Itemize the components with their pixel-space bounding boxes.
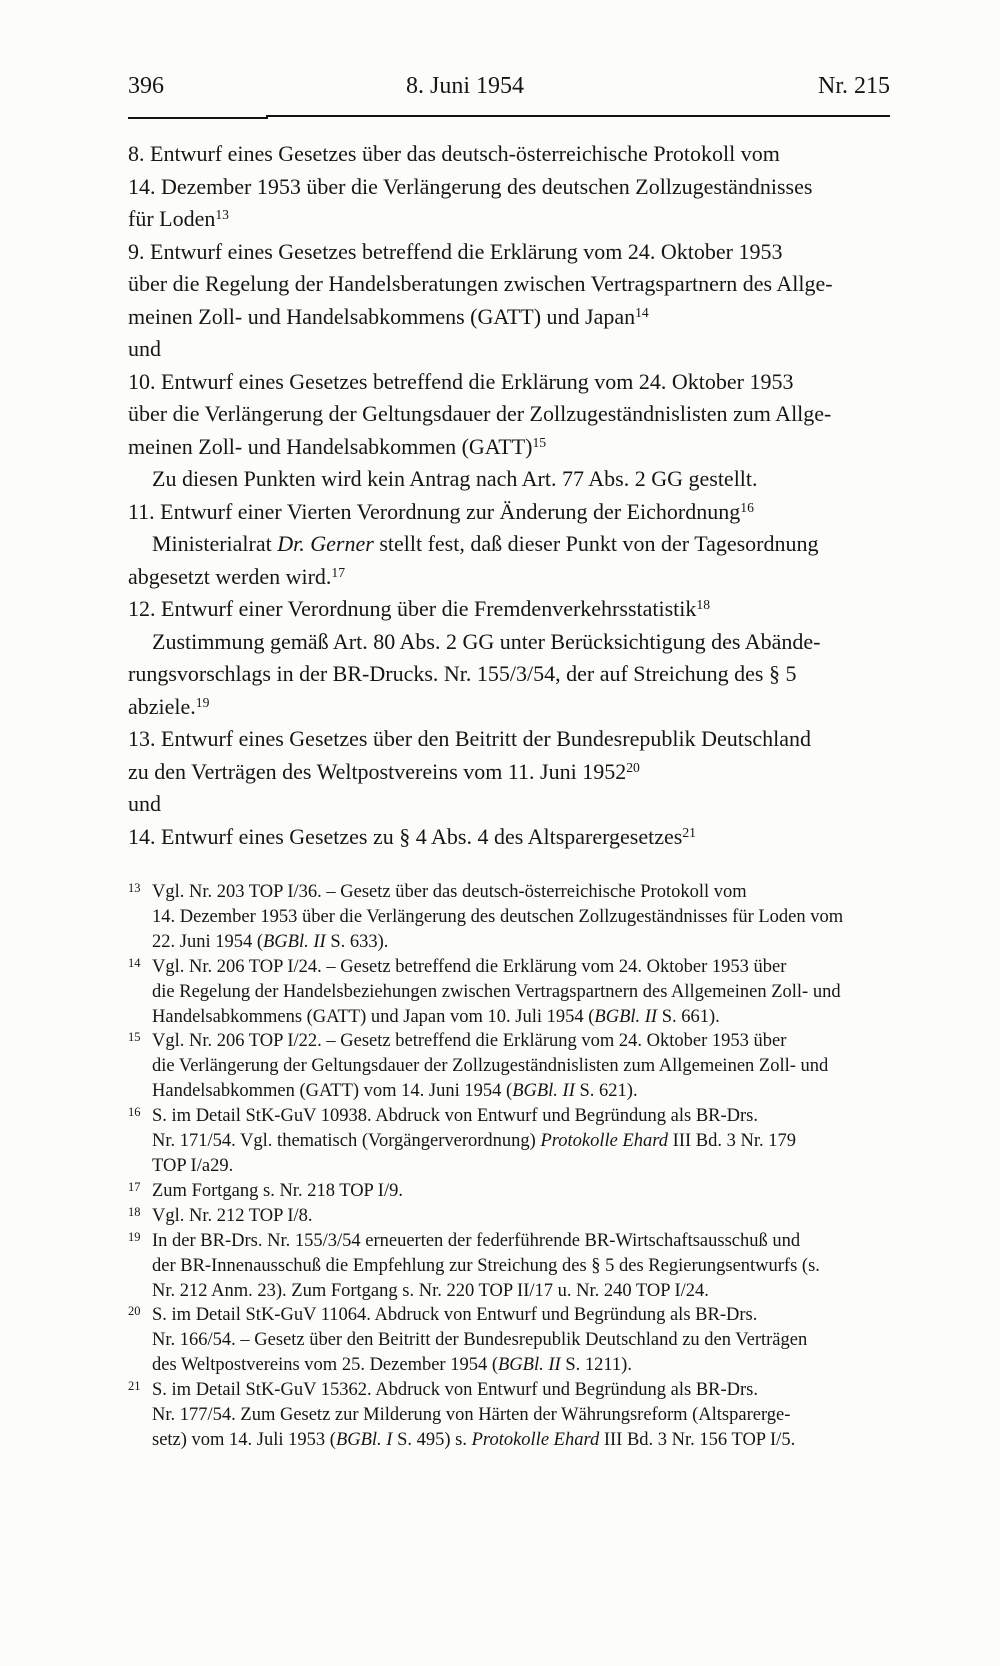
text-segment: 11. Entwurf einer Vierten Verordnung zur Änderung der Eichordnung <box>128 498 741 524</box>
footnote-text <box>152 1229 890 1304</box>
footnote-number: 15 <box>128 1030 141 1045</box>
text-segment: Nr. 166/54. – Gesetz über den Beitritt der Bundesrepublik Deutschland zu den Verträgen <box>152 1330 808 1351</box>
footnote-text <box>152 1303 890 1378</box>
text-segment: 9. Entwurf eines Gesetzes betreffend die Erklärung vom 24. Oktober 1953 <box>128 238 783 264</box>
doc-number: Nr. 215 <box>818 73 890 99</box>
text-line <box>152 905 890 930</box>
footnote-reference: 17 <box>331 564 346 580</box>
text-segment: S. 495) s. <box>392 1429 472 1450</box>
text-segment: S. im Detail StK-GuV 10938. Abdruck von Entwurf und Begründung als BR-Drs. <box>152 1106 759 1127</box>
footnote-text <box>152 955 890 1030</box>
footnote-text <box>152 1104 890 1179</box>
footnote-text <box>152 1179 890 1204</box>
paragraph <box>128 463 890 496</box>
text-line <box>128 366 890 399</box>
text-segment: Nr. 177/54. Zum Gesetz zur Milderung von Härten der Währungsreform (Altsparerge- <box>152 1405 791 1426</box>
text-line <box>152 1054 890 1079</box>
paragraph <box>128 528 890 593</box>
footnote <box>128 1029 890 1104</box>
text-segment: stellt fest, daß dieser Punkt von der Tagesordnung <box>373 531 819 556</box>
text-line <box>152 1378 890 1403</box>
footnote-number: 17 <box>128 1179 141 1194</box>
text-segment: Zu diesen Punkten wird kein Antrag nach Art. 77 Abs. 2 GG gestellt. <box>152 466 758 491</box>
text-segment: rungsvorschlags in der BR-Drucks. Nr. 155/3/54, der auf Streichung des § 5 <box>128 661 797 686</box>
text-line <box>128 171 890 204</box>
text-segment: Nr. 212 Anm. 23). Zum Fortgang s. Nr. 220 TOP II/17 u. Nr. 240 TOP I/24. <box>152 1280 709 1301</box>
text-line <box>152 1279 890 1304</box>
italic-text: Protokolle Ehard <box>540 1131 669 1152</box>
text-line <box>152 1029 890 1054</box>
text-segment: meinen Zoll- und Handelsabkommens (GATT) und Japan <box>128 303 636 329</box>
footnote <box>128 1204 890 1229</box>
text-segment: die Regelung der Handelsbeziehungen zwischen Vertragspartnern des Allgemeinen Zoll- und <box>152 981 841 1002</box>
text-line <box>152 955 890 980</box>
text-line <box>128 333 890 366</box>
footnotes <box>128 880 890 1453</box>
text-line <box>152 930 890 955</box>
text-segment: 22. Juni 1954 ( <box>152 931 263 952</box>
text-segment: zu den Verträgen des Weltpostvereins vom 11. Juni 1952 <box>128 758 627 784</box>
text-segment: 13. Entwurf eines Gesetzes über den Beitritt der Bundesrepublik Deutschland <box>128 726 812 751</box>
text-segment: III Bd. 3 Nr. 156 TOP I/5. <box>599 1429 796 1450</box>
text-line <box>128 658 890 691</box>
footnote <box>128 1179 890 1204</box>
text-segment: S. 621). <box>574 1081 638 1102</box>
text-line <box>152 880 890 905</box>
header-rule-left <box>128 117 268 119</box>
text-line <box>152 1079 890 1104</box>
text-segment: TOP I/a29. <box>152 1155 234 1176</box>
footnote-number: 21 <box>128 1379 141 1394</box>
page-number: 396 <box>128 73 164 99</box>
footnote-text <box>152 880 890 955</box>
paragraph <box>128 236 890 334</box>
text-line <box>152 1204 890 1229</box>
paragraph <box>128 333 890 366</box>
text-segment: setz) vom 14. Juli 1953 ( <box>152 1429 336 1450</box>
text-segment: des Weltpostvereins vom 25. Dezember 1954 ( <box>152 1355 498 1376</box>
text-line <box>152 1129 890 1154</box>
text-segment: Ministerialrat <box>152 531 278 556</box>
footnote-number: 14 <box>128 955 141 970</box>
text-line <box>128 301 890 334</box>
text-segment: 14. Entwurf eines Gesetzes zu § 4 Abs. 4 des Altsparergesetzes <box>128 823 683 849</box>
text-segment: Handelsabkommens (GATT) und Japan vom 10. Juli 1954 ( <box>152 1006 595 1027</box>
paragraph <box>128 821 890 854</box>
footnote <box>128 1229 890 1304</box>
page-date: 8. Juni 1954 <box>405 73 524 99</box>
text-line <box>152 1353 890 1378</box>
body-text <box>128 138 890 853</box>
text-line <box>152 1328 890 1353</box>
text-segment: über die Regelung der Handelsberatungen zwischen Vertragspartnern des Allge- <box>128 271 833 296</box>
text-segment: meinen Zoll- und Handelsabkommen (GATT) <box>128 433 533 459</box>
text-line <box>128 788 890 821</box>
text-line <box>152 1154 890 1179</box>
text-line <box>128 626 890 659</box>
text-segment: 8. Entwurf eines Gesetzes über das deutsch-österreichische Protokoll vom <box>128 141 780 166</box>
text-segment: Handelsabkommen (GATT) vom 14. Juni 1954 ( <box>152 1081 513 1102</box>
text-segment: Zum Fortgang s. Nr. 218 TOP I/9. <box>152 1180 403 1201</box>
text-segment: Vgl. Nr. 212 TOP I/8. <box>152 1205 313 1226</box>
footnote-reference: 13 <box>215 207 229 223</box>
paragraph <box>128 626 890 724</box>
text-line <box>152 1179 890 1204</box>
text-segment: S. 1211). <box>560 1355 632 1376</box>
text-line <box>152 1104 890 1129</box>
text-segment: die Verlängerung der Geltungsdauer der Zollzugeständnislisten zum Allgemeinen Zoll- und <box>152 1056 829 1077</box>
italic-text: BGBl. I <box>335 1429 393 1450</box>
italic-text: Dr. Gerner <box>277 531 374 556</box>
footnote-reference: 15 <box>532 434 547 450</box>
page-header <box>128 72 890 100</box>
text-segment: Nr. 171/54. Vgl. thematisch (Vorgängerverordnung) <box>152 1131 541 1152</box>
italic-text: BGBl. II <box>512 1081 575 1102</box>
text-line <box>128 203 890 236</box>
text-segment: S. 661). <box>657 1006 720 1027</box>
text-segment: Vgl. Nr. 206 TOP I/22. – Gesetz betreffend die Erklärung vom 24. Oktober 1953 über <box>152 1031 787 1052</box>
footnote-text <box>152 1029 890 1104</box>
text-line <box>128 431 890 464</box>
italic-text: BGBl. II <box>594 1006 658 1027</box>
text-line <box>128 398 890 431</box>
footnote-reference: 14 <box>635 304 649 320</box>
footnote-text <box>152 1204 890 1229</box>
text-line <box>128 756 890 789</box>
paragraph <box>128 723 890 788</box>
footnote-reference: 21 <box>682 824 696 840</box>
text-line <box>128 268 890 301</box>
footnote <box>128 1104 890 1179</box>
text-line <box>152 1254 890 1279</box>
italic-text: Protokolle Ehard <box>471 1429 600 1450</box>
text-line <box>128 496 890 529</box>
paragraph <box>128 138 890 236</box>
text-segment: Vgl. Nr. 206 TOP I/24. – Gesetz betreffend die Erklärung vom 24. Oktober 1953 über <box>152 956 787 977</box>
italic-text: BGBl. II <box>263 931 326 952</box>
text-segment: und <box>128 336 161 361</box>
footnote-reference: 19 <box>195 694 210 710</box>
text-line <box>128 821 890 854</box>
text-segment: abgesetzt werden wird. <box>128 563 332 589</box>
footnote-number: 13 <box>128 881 141 895</box>
text-segment: Vgl. Nr. 203 TOP I/36. – Gesetz über das deutsch-österreichische Protokoll vom <box>152 882 747 902</box>
text-line <box>152 1229 890 1254</box>
text-segment: S. im Detail StK-GuV 15362. Abdruck von Entwurf und Begründung als BR-Drs. <box>152 1380 759 1401</box>
text-line <box>152 1403 890 1428</box>
text-line <box>128 463 890 496</box>
footnote <box>128 1303 890 1378</box>
footnote <box>128 1378 890 1453</box>
footnote <box>128 880 890 955</box>
text-segment: III Bd. 3 Nr. 179 <box>668 1131 796 1152</box>
header-rule-right <box>266 115 890 117</box>
text-segment: 12. Entwurf einer Verordnung über die Fremdenverkehrsstatistik <box>128 596 697 621</box>
text-line <box>128 723 890 756</box>
footnote-number: 18 <box>128 1204 141 1219</box>
text-segment: und <box>128 791 161 816</box>
text-line <box>152 980 890 1005</box>
text-line <box>128 593 890 626</box>
footnote-reference: 16 <box>740 499 754 515</box>
paragraph <box>128 496 890 529</box>
paragraph <box>128 788 890 821</box>
text-segment: 14. Dezember 1953 über die Verlängerung des deutschen Zollzugeständnisses <box>128 173 813 199</box>
paragraph <box>128 593 890 626</box>
footnote-number: 19 <box>128 1229 141 1244</box>
footnote-reference: 20 <box>626 759 640 775</box>
text-line <box>128 236 890 269</box>
footnote-text <box>152 1378 890 1453</box>
text-segment: Zustimmung gemäß Art. 80 Abs. 2 GG unter Berücksichtigung des Abände- <box>152 628 821 654</box>
footnote-number: 16 <box>128 1105 141 1120</box>
text-segment: S. 633). <box>325 931 389 952</box>
text-line <box>128 528 890 561</box>
italic-text: BGBl. II <box>498 1355 561 1376</box>
footnote-number: 20 <box>128 1304 141 1319</box>
text-line <box>128 138 890 171</box>
text-line <box>152 1005 890 1030</box>
footnote <box>128 955 890 1030</box>
text-line <box>128 691 890 724</box>
text-segment: In der BR-Drs. Nr. 155/3/54 erneuerten der federführende BR-Wirtschaftsausschuß und <box>152 1230 801 1251</box>
text-segment: abziele. <box>128 693 196 719</box>
text-line <box>128 561 890 594</box>
footnote-reference: 18 <box>696 597 711 613</box>
text-line <box>152 1428 890 1453</box>
text-segment: 14. Dezember 1953 über die Verlängerung des deutschen Zollzugeständnisses für Loden vom <box>152 906 844 927</box>
text-segment: der BR-Innenausschuß die Empfehlung zur Streichung des § 5 des Regierungsentwurfs (s. <box>152 1255 820 1276</box>
text-line <box>152 1303 890 1328</box>
text-segment: für Loden <box>128 206 216 231</box>
text-segment: über die Verlängerung der Geltungsdauer der Zollzugeständnislisten zum Allge- <box>128 401 832 426</box>
paragraph <box>128 366 890 464</box>
text-segment: 10. Entwurf eines Gesetzes betreffend die Erklärung vom 24. Oktober 1953 <box>128 368 794 394</box>
text-segment: S. im Detail StK-GuV 11064. Abdruck von Entwurf und Begründung als BR-Drs. <box>152 1305 758 1326</box>
